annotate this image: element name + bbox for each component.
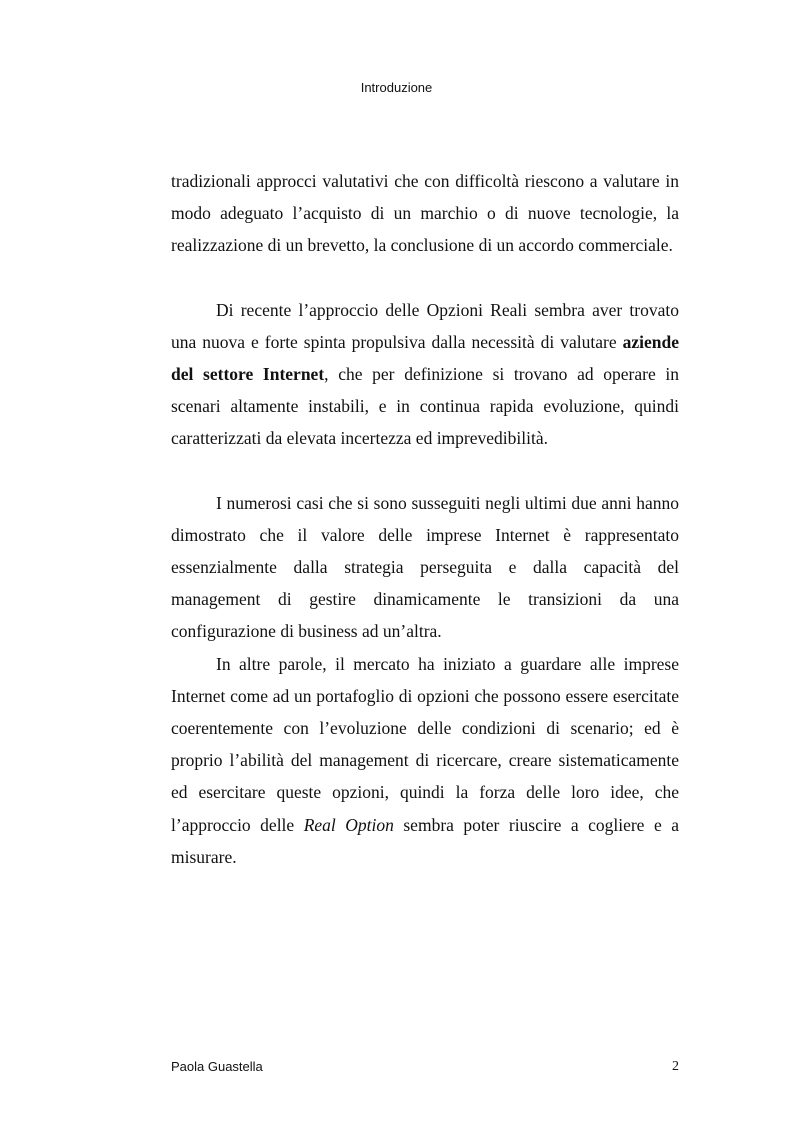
page-header-title: Introduzione bbox=[360, 80, 433, 95]
main-text bbox=[171, 165, 679, 873]
paragraph-2 bbox=[171, 294, 679, 455]
footer-page-number: 2 bbox=[672, 1059, 679, 1074]
paragraph-3: I numerosi casi che si sono susseguiti negli ultimi due anni hanno dimostrato che il valore delle imprese Internet è rappresentato essenzialmente dalla strategia perseguita e dalla capacità del management di gestire dinamicamente le transizioni da una configurazione di business ad un’altra. bbox=[171, 492, 679, 642]
paragraph-4-italic-term: Real Option bbox=[303, 814, 394, 835]
paragraph-2-text-start: Di recente l’approccio delle Opzioni Reali sembra aver trovato una nuova e forte spinta propulsiva dalla necessità di valutare bbox=[171, 299, 679, 352]
paragraph-4-text-end: sembra poter riuscire a cogliere e a misurare. bbox=[171, 814, 679, 867]
paragraph-4 bbox=[171, 648, 679, 873]
paragraph-1: tradizionali approcci valutativi che con difficoltà riescono a valutare in modo adeguato l’acquisto di un marchio o di nuove tecnologie, la realizzazione di un brevetto, la conclusione di un accordo commerciale. bbox=[171, 171, 679, 256]
paragraph-2-text-end: , che per definizione si trovano ad operare in scenari altamente instabili, e in continua rapida evoluzione, quindi caratterizzati da elevata incertezza ed imprevedibilità. bbox=[171, 364, 680, 449]
paragraph-4-text-start: In altre parole, il mercato ha iniziato a guardare alle imprese Internet come ad un portafoglio di opzioni che possono essere esercitate coerentemente con l’evoluzione delle condizioni di scenario; ed è proprio l’abilità del management di ricercare, creare sistematicamente ed esercitare queste opzioni, quindi la forza delle loro idee, che l’approccio delle bbox=[171, 653, 679, 835]
footer-author: Paola Guastella bbox=[171, 1059, 263, 1074]
paragraph-2-bold-phrase: aziende del settore Internet bbox=[171, 331, 679, 385]
